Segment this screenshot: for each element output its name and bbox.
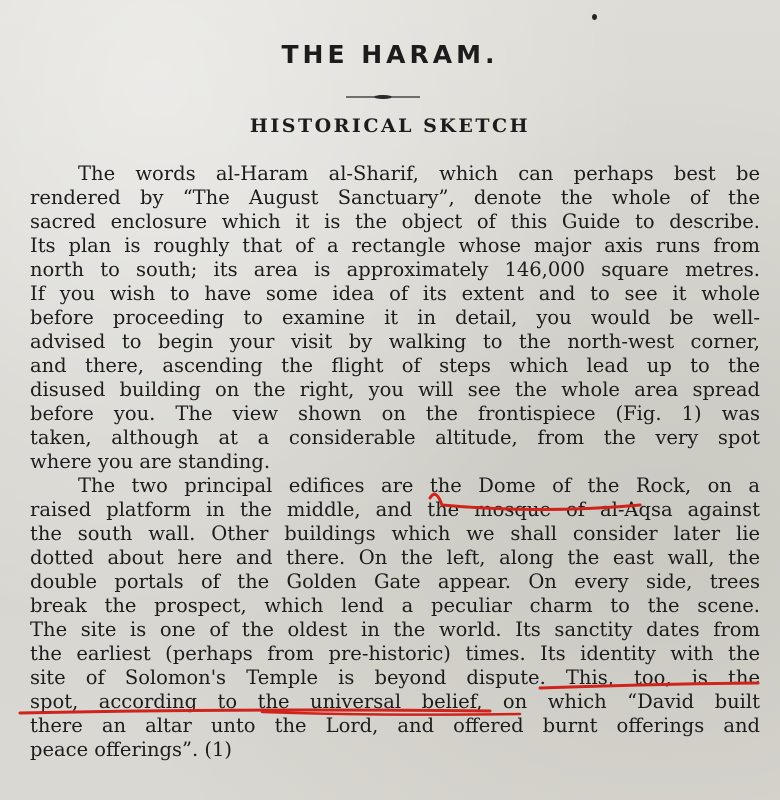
paragraph-1 <box>30 162 760 474</box>
text-line: where you are standing. <box>30 450 271 473</box>
text-line: The site is one of the oldest in the world. Its sanctity dates from <box>30 618 760 641</box>
text-line: north to south; its area is approximately 146,000 square metres. <box>30 258 760 281</box>
text-line: raised platform in the middle, and the mosque of al-Aqsa against <box>30 498 760 521</box>
text-line: dotted about here and there. On the left, along the east wall, the <box>30 546 760 569</box>
text-line: before you. The view shown on the frontispiece (Fig. 1) was <box>30 402 760 425</box>
text-line: advised to begin your visit by walking to the north-west corner, <box>30 330 760 353</box>
text-line: the south wall. Other buildings which we shall consider later lie <box>30 522 760 545</box>
text-line: the earliest (perhaps from pre-historic) times. Its identity with the <box>30 642 760 665</box>
text-line: Its plan is roughly that of a rectangle whose major axis runs from <box>30 234 760 257</box>
text-line: rendered by “The August Sanctuary”, denote the whole of the <box>30 186 760 209</box>
text-line: break the prospect, which lend a peculiar charm to the scene. <box>30 594 760 617</box>
text-line: The two principal edifices are the Dome of the Rock, on a <box>78 474 760 497</box>
text-line: spot, according to the universal belief, on which “David built <box>30 690 760 713</box>
text-line: site of Solomon's Temple is beyond dispute. This, too, is the <box>30 666 760 689</box>
page-title: THE HARAM. <box>281 40 499 69</box>
text-line: and there, ascending the flight of steps which lead up to the <box>30 354 760 377</box>
text-line: taken, although at a considerable altitude, from the very spot <box>30 426 760 449</box>
text-line: before proceeding to examine it in detail, you would be well- <box>30 306 760 329</box>
text-line: disused building on the right, you will see the whole area spread <box>30 378 760 401</box>
ink-speck <box>592 14 597 20</box>
text-line: peace offerings”. (1) <box>30 738 233 761</box>
text-line: The words al-Haram al-Sharif, which can perhaps best be <box>78 162 760 185</box>
text-line: If you wish to have some idea of its extent and to see it whole <box>30 282 760 305</box>
text-line: there an altar unto the Lord, and offered burnt offerings and <box>30 714 760 737</box>
body-text <box>30 162 760 762</box>
text-line: sacred enclosure which it is the object of this Guide to describe. <box>30 210 760 233</box>
text-line: double portals of the Golden Gate appear. On every side, trees <box>30 570 760 593</box>
section-subtitle: HISTORICAL SKETCH <box>249 115 531 137</box>
title-ornament-rule <box>346 95 420 99</box>
paragraph-2 <box>30 474 760 762</box>
